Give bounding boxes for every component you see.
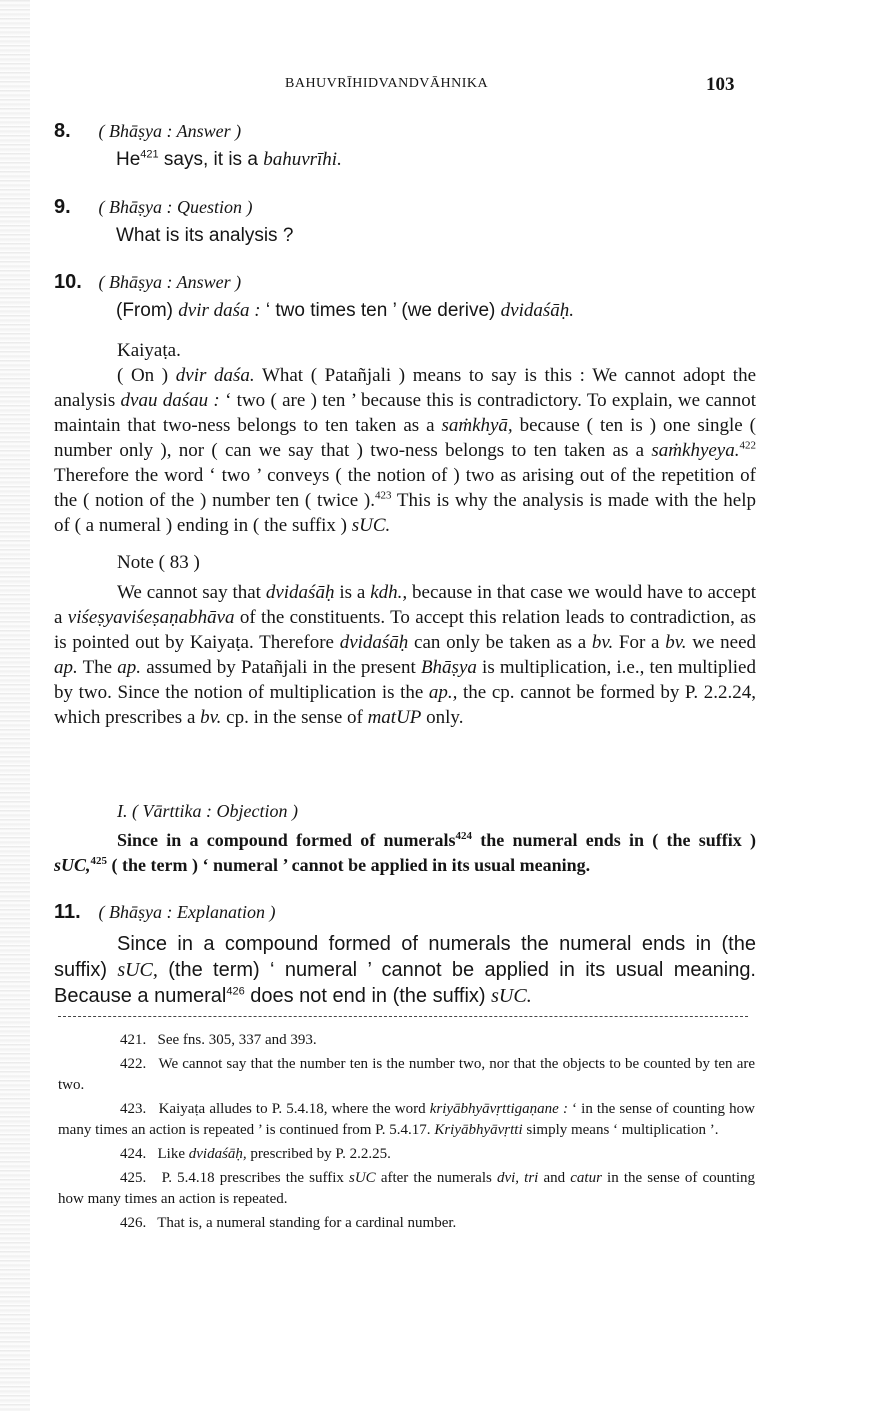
section-text: He$^{421}$ says, it is a bahuvrīhi.	[116, 148, 342, 170]
running-title: BAHUVRĪHIDVANDVĀHNIKA	[285, 76, 489, 91]
footnote-426: 426. That is, a numeral standing for a cardinal number.	[120, 1215, 457, 1231]
footnote-422: 422. We cannot say that the number ten is the number two, nor that the objects to be counted by ten are two.	[58, 1056, 756, 1093]
footnote-421: 421. See fns. 305, 337 and 393.	[120, 1032, 317, 1048]
page-number: 103	[706, 74, 735, 95]
footnote-divider	[58, 1016, 748, 1017]
section-11	[54, 900, 756, 924]
section-8	[54, 119, 756, 172]
section-heading	[54, 270, 756, 294]
section-9	[54, 195, 756, 248]
section-heading	[54, 900, 756, 924]
section-number: 9.	[54, 196, 71, 218]
footnotes	[58, 1030, 755, 1237]
footnote-423: 423. Kaiyaṭa alludes to P. 5.4.18, where the word kriyābhyāvṛttigaṇane : ‘ in the sense of counting how many times an action is repeated ’ is continued from P. 5.4.17. Kriyābhyāvṛtti simply means ‘ multiplication ’.	[58, 1101, 755, 1138]
section-number: 10.	[54, 271, 82, 293]
footnote-425: 425. P. 5.4.18 prescribes the suffix sUC after the numerals dvi, tri and catur in the sense of counting how many times an action is repeated.	[58, 1170, 755, 1207]
commentary-block	[54, 338, 756, 730]
commentary-heading: Kaiyaṭa.	[117, 340, 181, 361]
vartika-block	[54, 799, 756, 878]
section-text: What is its analysis ?	[116, 225, 294, 246]
section-label: ( Bhāṣya : Answer )	[98, 121, 242, 141]
section-text: (From) dvir daśa : ‘ two times ten ’ (we derive) dvidaśāḥ.	[116, 300, 574, 321]
footnote-424: 424. Like dvidaśāḥ, prescribed by P. 2.2.25.	[120, 1146, 391, 1162]
vartika-heading: I. ( Vārttika : Objection )	[117, 801, 298, 821]
section-number: 8.	[54, 120, 71, 142]
page-header	[0, 74, 885, 98]
commentary-paragraph: ( On ) dvir daśa. What ( Patañjali ) means to say is this : We cannot adopt the analysis dvau daśau : ‘ two ( are ) ten ’ because this is contradictory. To explain, we cannot maintain that two-ness belongs to ten taken as a saṁkhyā, because ( ten is ) one single ( number only ), nor ( can we say that ) two-ness belongs to ten taken as a saṁkhyeya.$^{422}$ Therefore the word ‘ two ’ conveys ( the notion of ) two as arising out of the repetition of the ( notion of the ) number ten ( twice ).$^{423}$ This is why the analysis is made with the help of ( a numeral ) ending in ( the suffix ) sUC.	[54, 365, 757, 536]
section-label: ( Bhāṣya : Answer )	[98, 272, 242, 292]
page-binding-edge	[0, 0, 30, 1411]
section-10	[54, 270, 756, 323]
explanation-paragraph: Since in a compound formed of numerals the numeral ends in (the suffix) sUC, (the term) ‘ numeral ’ cannot be applied in its usual meaning. Because a numeral$^{426}$ does not end in (the suffix) sUC.	[54, 933, 756, 1007]
note-paragraph: We cannot say that dvidaśāḥ is a kdh., because in that case we would have to accept a viśeṣyaviśeṣaṇabhāva of the constituents. To accept this relation leads to contradiction, as is pointed out by Kaiyaṭa. Therefore dvidaśāḥ can only be taken as a bv. For a bv. we need ap. The ap. assumed by Patañjali in the present Bhāṣya is multiplication, i.e., ten multiplied by two. Since the notion of multiplication is the ap., the cp. cannot be formed by P. 2.2.24, which prescribes a bv. cp. in the sense of matUP only.	[54, 582, 757, 728]
note-heading: Note ( 83 )	[117, 552, 200, 573]
section-heading	[54, 195, 756, 219]
vartika-text: Since in a compound formed of numerals$^{424}$ the numeral ends in ( the suffix ) sUC,$^{425}$ ( the term ) ‘ numeral ’ cannot be applied in its usual meaning.	[54, 830, 756, 875]
section-heading	[54, 119, 756, 143]
section-label: ( Bhāṣya : Question )	[98, 197, 253, 217]
section-label: ( Bhāṣya : Explanation )	[98, 902, 276, 922]
section-number: 11.	[54, 901, 81, 923]
